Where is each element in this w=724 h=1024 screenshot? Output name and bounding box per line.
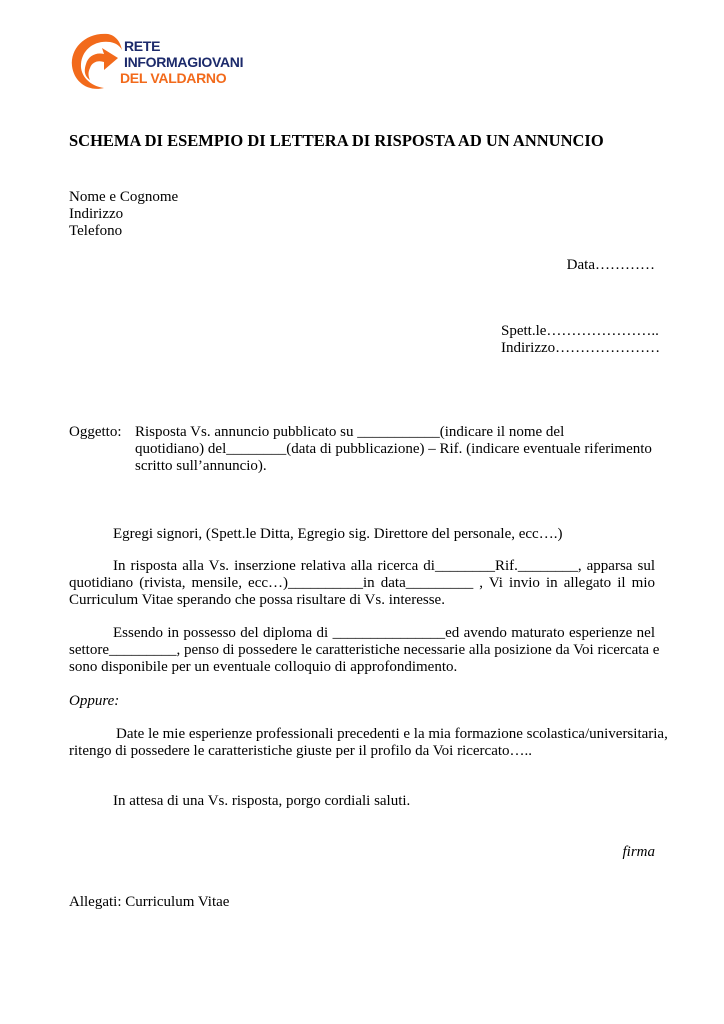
closing: In attesa di una Vs. risposta, porgo cordiali saluti. — [113, 793, 411, 809]
subject-line: quotidiano) del________(data di pubblicazione) – Rif. (indicare eventuale riferimento — [135, 441, 652, 457]
paragraph-line: Date le mie esperienze professionali precedenti e la mia formazione scolastica/universitaria, — [116, 726, 668, 742]
subject-line: scritto sull’annuncio). — [135, 458, 267, 474]
oppure-label: Oppure: — [69, 693, 120, 709]
paragraph-line: ritengo di possedere le caratteristiche giuste per il profilo da Voi ricercato….. — [69, 743, 533, 759]
date-line: Data………… — [566, 257, 655, 273]
greeting: Egregi signori, (Spett.le Ditta, Egregio sig. Direttore del personale, ecc….) — [113, 526, 563, 542]
sender-address: Indirizzo — [69, 206, 124, 222]
logo-text-rete: RETE — [124, 38, 161, 54]
paragraph-line: quotidiano (rivista, mensile, ecc…)__________in data_________ , Vi invio in allegato il mio — [69, 575, 655, 591]
logo-swirl-icon — [68, 30, 124, 94]
paragraph-line: settore_________, penso di possedere le caratteristiche necessarie alla posizione da Voi ricercata e — [69, 642, 660, 658]
paragraph-line: Curriculum Vitae sperando che possa risultare di Vs. interesse. — [69, 592, 445, 608]
logo — [68, 28, 283, 94]
recipient-name: Spett.le………………….. — [501, 323, 659, 339]
sender-name: Nome e Cognome — [69, 189, 179, 205]
subject-label: Oggetto: — [69, 424, 122, 440]
paragraph-line: Essendo in possesso del diploma di _______________ed avendo maturato esperienze nel — [113, 625, 655, 641]
signature: firma — [622, 844, 655, 860]
subject-line: Risposta Vs. annuncio pubblicato su ___________(indicare il nome del — [135, 424, 565, 440]
document-title: SCHEMA DI ESEMPIO DI LETTERA DI RISPOSTA AD UN ANNUNCIO — [69, 131, 604, 150]
recipient-address: Indirizzo………………… — [501, 340, 661, 356]
paragraph-line: In risposta alla Vs. inserzione relativa alla ricerca di________Rif.________, apparsa sul — [113, 558, 655, 574]
sender-phone: Telefono — [69, 223, 123, 239]
paragraph-line: sono disponibile per un eventuale colloquio di approfondimento. — [69, 659, 458, 675]
logo-text-informagiovani: INFORMAGIOVANI — [124, 54, 244, 70]
logo-text-valdarno: DEL VALDARNO — [120, 70, 227, 86]
attachments: Allegati: Curriculum Vitae — [69, 894, 230, 910]
